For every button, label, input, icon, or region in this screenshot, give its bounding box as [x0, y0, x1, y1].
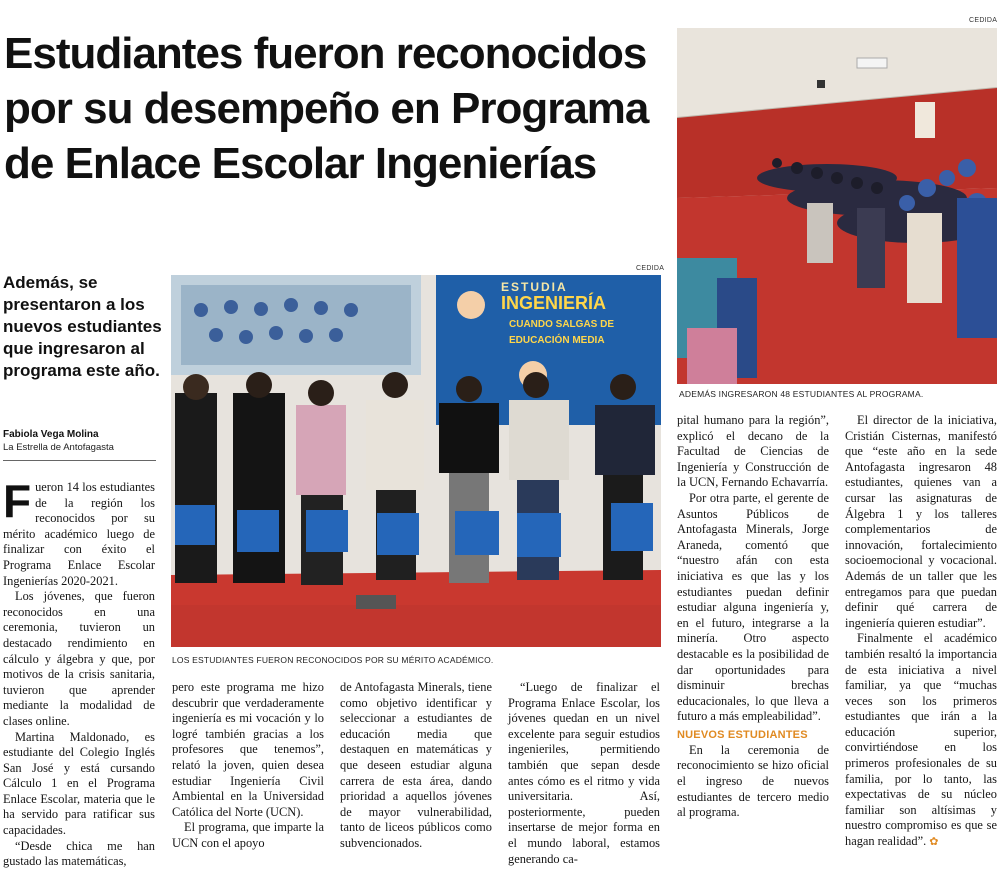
paragraph-13 — [845, 631, 997, 850]
paragraph-4: “Desde chica me han gustado las matemáticas, — [3, 838, 155, 869]
text-column-2 — [172, 680, 324, 852]
paragraph-9: pital humano para la región”, explicó el decano de la Facultad de Ciencias de Ingeniería y Construcción de la UCN, Fernando Echavarría. — [677, 413, 829, 490]
students-photo — [171, 275, 661, 647]
paragraph-2: Los jóvenes, que fueron reconocidos en una ceremonia, tuvieron un destacado rendimiento en cálculo y álgebra y que, por motivos de la crisis sanitaria, tuvieron que aprender mediante la modalidad de clases online. — [3, 589, 155, 728]
text-column-3 — [340, 680, 492, 852]
text-column-5 — [677, 413, 829, 821]
audience-caption: ADEMÁS INGRESARON 48 ESTUDIANTES AL PROGRAMA. — [679, 389, 924, 399]
deck-summary: Además, se presentaron a los nuevos estudiantes que ingresaron al programa este año. — [3, 273, 162, 380]
photo-credit-main: CEDIDA — [636, 265, 665, 272]
paragraph-8: “Luego de finalizar el Programa Enlace Escolar, los jóvenes quedan en un nivel excelente para seguir estudios ingenieriles, permitiendo también que sepan desde antes cómo es el ritmo y vida universitaria. Así, posteriormente, pueden insertarse de mejor forma en el mundo laboral, estamos generando ca- — [508, 680, 660, 866]
paragraph-10: Por otra parte, el gerente de Asuntos Públicos de Antofagasta Minerals, Jorge Araneda, comentó que “nuestro afán con esta iniciativa es que las y los estudiantes puedan definir estudiar alguna ingeniería y, en el futuro, integrarse a la minería. Otro aspecto destacable es la posibilidad de dar oportunidades para disminuir brechas educacionales, lo que lleva a futuro a más empleabilidad”. — [677, 490, 829, 724]
paragraph-11: En la ceremonia de reconocimiento se hizo oficial el ingreso de nuevos estudiantes de tercero medio al programa. — [677, 742, 829, 820]
section-subhead: NUEVOS ESTUDIANTES — [677, 728, 808, 741]
paragraph-12: El director de la iniciativa, Cristián Cisternas, manifestó que “este año en la sede Antofagasta ingresaron 48 estudiantes, quienes van a cursar las asignaturas de Álgebra 1 y los talleres complementarios de innovación, fortalecimiento socioemocional y vocacional. Además de un taller que les entregamos para que puedan definir qué carrera de ingeniería quieren estudiar”. — [845, 413, 997, 630]
student-2 — [233, 372, 285, 583]
byline-author: Fabiola Vega Molina — [3, 429, 99, 440]
student-6 — [509, 372, 569, 580]
text-column-1 — [3, 475, 155, 870]
paragraph-7: de Antofagasta Minerals, tiene como objetivo identificar y seleccionar a estudiantes de educación media que destaquen en matemáticas y que deseen estudiar alguna carrera de esta área, dando prioridad a aquellos jóvenes de mayor vulnerabilidad, tanto de liceos públicos como subvencionados. — [340, 680, 492, 850]
text-column-4 — [508, 680, 660, 867]
student-3 — [296, 380, 348, 585]
headline: Estudiantes fueron reconocidos por su desempeño en Programa de Enlace Escolar Ingenierías — [4, 29, 649, 188]
paragraph-3: Martina Maldonado, es estudiante del Colegio Inglés San José y está cursando Cálculo 1 en el Programa Enlace Escolar, materia que le ha servido para ratificar sus capacidades. — [3, 729, 155, 838]
poster-text-2: INGENIERÍA — [501, 293, 607, 313]
byline-source: La Estrella de Antofagasta — [3, 442, 114, 453]
paragraph-13-text: Finalmente el académico también resaltó la importancia de esta iniciativa a nivel familiar, ya que “muchas veces son los primeros estudiantes que irán a la educación superior, convirtiéndose en los primeros profesionales de su familia, por lo tanto, las expectativas de su núcleo familiar son altísimas y nuestro compromiso es que se hagan realidad”. — [845, 631, 997, 849]
poster-text-4: EDUCACIÓN MEDIA — [509, 335, 605, 346]
photo-credit-top: CEDIDA — [969, 17, 998, 24]
paragraph-1 — [3, 475, 155, 589]
main-photo-caption: LOS ESTUDIANTES FUERON RECONOCIDOS POR SU MÉRITO ACADÉMICO. — [172, 655, 494, 665]
byline-divider — [3, 460, 156, 461]
paragraph-1-text: ueron 14 los estudiantes de la región los reconocidos por su mérito académico luego de finalizar con éxito el Programa Enlace Escolar Ingenierías 2020-2021. — [3, 480, 155, 588]
poster-text-1: ESTUDIA — [501, 280, 568, 294]
poster-text-3: CUANDO SALGAS DE — [509, 319, 615, 330]
paragraph-5: pero este programa me hizo descubrir que verdaderamente ingeniería es mi vocación y lo logré también gracias a los profesores que tenemos”, relató la joven, quien desea estudiar Ingeniería Civil Ambiental en la Universidad Católica del Norte (UCN). — [172, 680, 324, 819]
audience-photo — [677, 28, 997, 384]
student-1 — [175, 374, 217, 583]
end-mark-icon: ✿ — [929, 836, 939, 849]
text-column-6 — [845, 413, 997, 851]
drop-cap: F — [3, 475, 32, 527]
paragraph-6: El programa, que imparte la UCN con el apoyo — [172, 820, 324, 850]
